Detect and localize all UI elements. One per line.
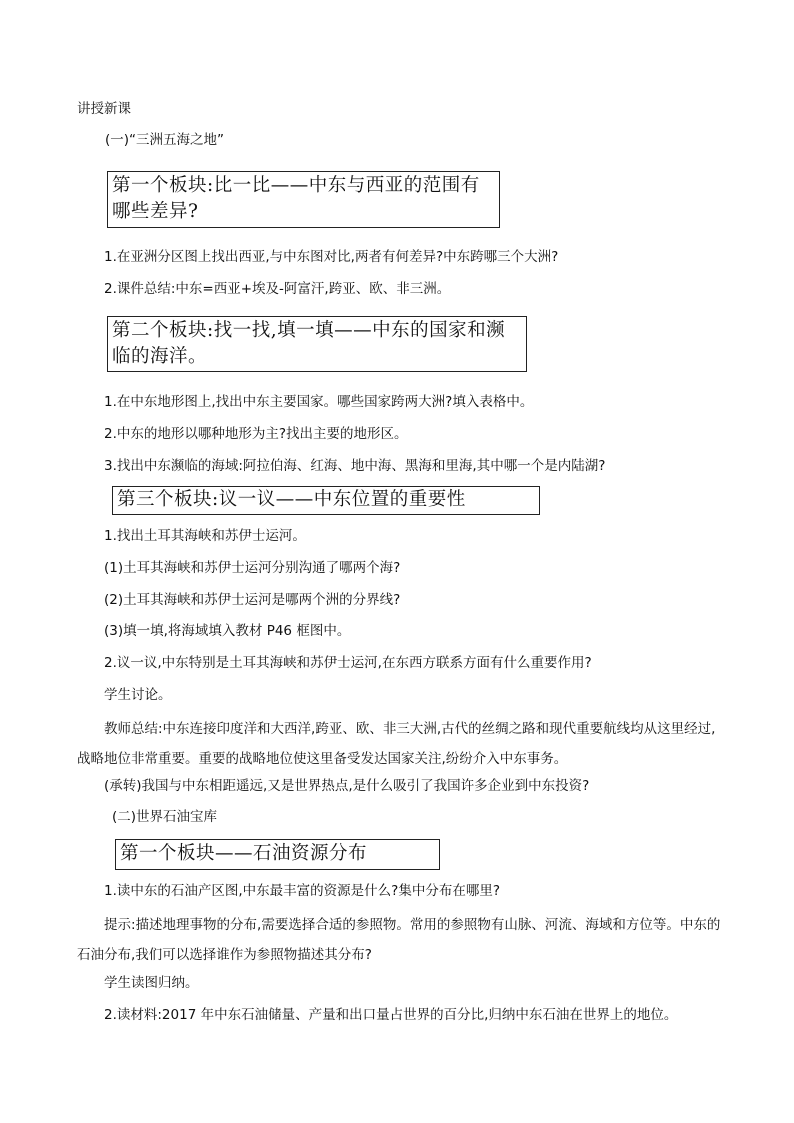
- list-item: (3)填一填,将海域填入教材 P46 框图中。: [104, 623, 351, 639]
- list-item: 3.找出中东濒临的海域:阿拉伯海、红海、地中海、黑海和里海,其中哪一个是内陆湖?: [104, 458, 606, 474]
- part1-heading: (一)“三洲五海之地”: [105, 132, 225, 148]
- list-item: 2.读材料:2017 年中东石油储量、产量和出口量占世界的百分比,归纳中东石油在世界上的地位。: [104, 1007, 678, 1023]
- list-item: (承转)我国与中东相距遥远,又是世界热点,是什么吸引了我国许多企业到中东投资?: [104, 778, 590, 794]
- block3-title-box: 第三个板块:议一议——中东位置的重要性: [112, 486, 540, 515]
- part2-block1-title-box: 第一个板块——石油资源分布: [115, 839, 440, 870]
- list-item: 1.读中东的石油产区图,中东最丰富的资源是什么?集中分布在哪里?: [104, 883, 501, 899]
- list-item: 1.在中东地形图上,找出中东主要国家。哪些国家跨两大洲?填入表格中。: [104, 394, 534, 410]
- hint-paragraph: 提示:描述地理事物的分布,需要选择合适的参照物。常用的参照物有山脉、河流、海域和方位等。中东的石油分布,我们可以选择谁作为参照物描述其分布?: [77, 917, 721, 963]
- list-item: 2.课件总结:中东=西亚+埃及-阿富汗,跨亚、欧、非三洲。: [104, 281, 451, 297]
- part2-heading: (二)世界石油宝库: [112, 809, 218, 825]
- list-item: (2)土耳其海峡和苏伊士运河是哪两个洲的分界线?: [104, 592, 401, 608]
- list-item: (1)土耳其海峡和苏伊士运河分别沟通了哪两个海?: [104, 560, 401, 576]
- list-item: 学生讨论。: [104, 687, 172, 703]
- block1-title-box: 第一个板块:比一比——中东与西亚的范围有哪些差异?: [107, 171, 500, 228]
- list-item: 2.中东的地形以哪种地形为主?找出主要的地形区。: [104, 426, 408, 442]
- list-item: 1.在亚洲分区图上找出西亚,与中东图对比,两者有何差异?中东跨哪三个大洲?: [104, 249, 559, 265]
- list-item: 学生读图归纳。: [104, 975, 199, 991]
- block2-title-box: 第二个板块:找一找,填一填——中东的国家和濒临的海洋。: [107, 316, 527, 372]
- section-title: 讲授新课: [77, 101, 131, 117]
- list-item: 1.找出土耳其海峡和苏伊士运河。: [104, 528, 306, 544]
- list-item: 2.议一议,中东特别是土耳其海峡和苏伊士运河,在东西方联系方面有什么重要作用?: [104, 655, 592, 671]
- teacher-summary: 教师总结:中东连接印度洋和大西洋,跨亚、欧、非三大洲,古代的丝绸之路和现代重要航线均从这里经过,战略地位非常重要。重要的战略地位使这里备受发达国家关注,纷纷介入中东事务。: [77, 721, 716, 767]
